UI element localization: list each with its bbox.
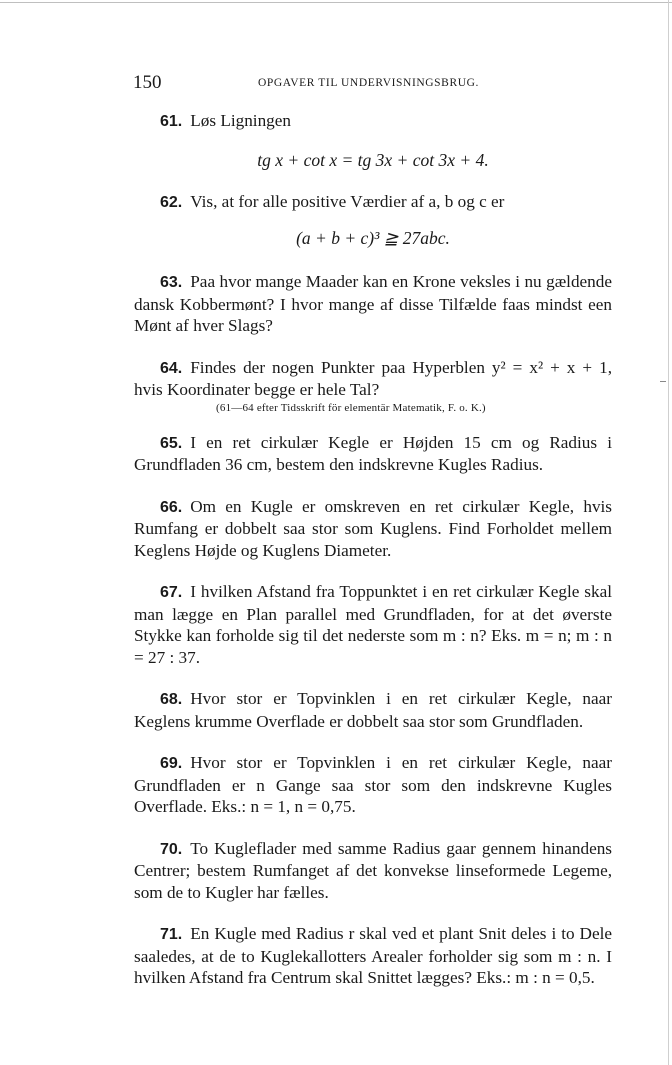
page-number: 150 (133, 72, 162, 93)
formula-61: tg x + cot x = tg 3x + cot 3x + 4. (257, 149, 489, 170)
problem-61: 61. Løs Ligningen (160, 111, 291, 130)
problem-68: 68. Hvor stor er Topvinklen i en ret cirkulær Kegle, naar Keglens krumme Overflade er dobbelt saa stor som Grundfladen. (134, 689, 612, 731)
source-note: (61—64 efter Tidsskrift för elementär Matematik, F. o. K.) (216, 401, 486, 414)
formula-62: (a + b + c)³ ≧ 27abc. (296, 228, 450, 248)
problem-69: 69. Hvor stor er Topvinklen i en ret cirkulær Kegle, naar Grundfladen er n Gange saa stor som den indskrevne Kugles Overflade. Eks.: n = 1, n = 0,75. (134, 753, 612, 816)
problem-71: 71. En Kugle med Radius r skal ved et plant Snit deles i to Dele saaledes, at de to Kuglekallotters Arealer forholder sig som m : n. I hvilken Afstand fra Centrum skal Snittet lægges? Eks.: m : n = 0,5. (134, 924, 612, 987)
problem-64: 64. Findes der nogen Punkter paa Hyperblen y² = x² + x + 1, hvis Koordinater begge er hele Tal? (134, 357, 612, 399)
scan-edge-right (668, 0, 669, 1065)
problem-67: 67. I hvilken Afstand fra Toppunktet i en ret cirkulær Kegle skal man lægge en Plan parallel med Grundfladen, for at det øverste Stykke kan forholde sig til det nederste som m : n? Eks. m = n; m : n = 27 : 37. (134, 582, 612, 667)
problem-70: 70. To Kugleflader med samme Radius gaar gennem hinandens Centrer; bestem Rumfanget af det konvekse linseformede Legeme, som de to Kugler har fælles. (134, 838, 612, 902)
page-header (133, 72, 611, 94)
running-head: OPGAVER TIL UNDERVISNINGSBRUG. (258, 77, 480, 89)
margin-mark (660, 381, 666, 382)
problem-list (134, 110, 612, 989)
problem-66: 66. Om en Kugle er omskreven en ret cirkulær Kegle, hvis Rumfang er dobbelt saa stor som Kuglens. Find Forholdet mellem Keglens Højde og Kuglens Diameter. (134, 496, 612, 560)
scan-edge-top (0, 2, 672, 3)
problem-62: 62. Vis, at for alle positive Værdier af a, b og c er (160, 191, 505, 211)
problem-63: 63. Paa hvor mange Maader kan en Krone veksles i nu gældende dansk Kobbermønt? I hvor mange af disse Tilfælde faas mindst een Mønt af hver Slags? (134, 272, 612, 335)
problem-65: 65. I en ret cirkulær Kegle er Højden 15 cm og Radius i Grundfladen 36 cm, bestem den indskrevne Kugles Radius. (134, 432, 612, 474)
